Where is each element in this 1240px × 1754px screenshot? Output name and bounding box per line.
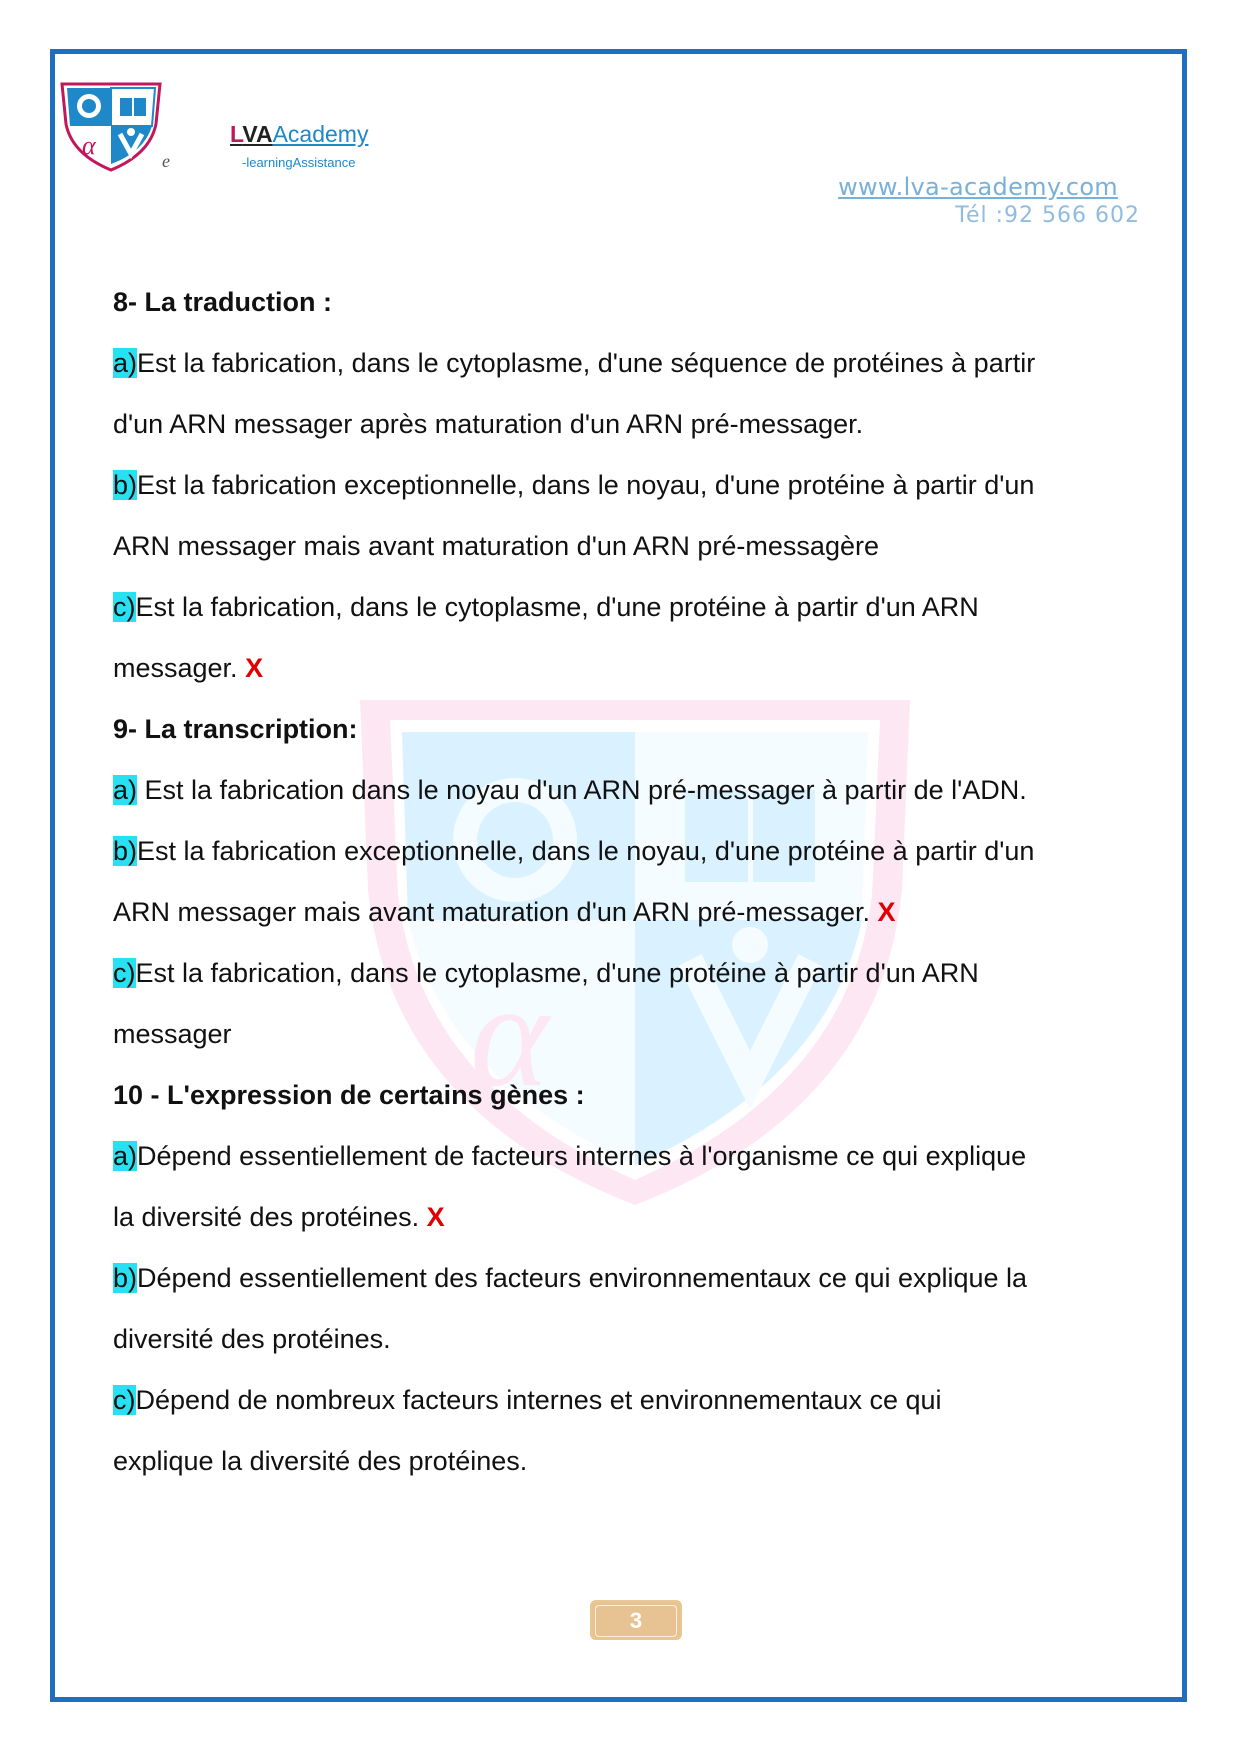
option-line	[113, 1187, 1173, 1248]
option-label: a)	[113, 775, 138, 805]
brand-tagline: -learningAssistance	[242, 155, 356, 170]
svg-text:α: α	[82, 131, 96, 160]
brand-lva: LVA	[230, 121, 273, 147]
option-text: Dépend essentiellement de facteurs internes à l'organisme ce qui explique	[137, 1141, 1027, 1171]
option-line	[113, 882, 1173, 943]
option-line	[113, 943, 1173, 1004]
option-label: c)	[113, 958, 136, 988]
phone-number: Tél :92 566 602	[955, 203, 1140, 228]
option-text: d'un ARN messager après maturation d'un ARN pré-messager.	[113, 409, 864, 439]
option-text: Est la fabrication, dans le cytoplasme, d'une séquence de protéines à partir	[137, 348, 1036, 378]
option-line	[113, 516, 1173, 577]
page-number	[590, 1600, 682, 1640]
svg-text:α: α	[470, 952, 549, 1118]
option-label: c)	[113, 1385, 136, 1415]
option-line	[113, 1431, 1173, 1492]
option-line	[113, 1126, 1173, 1187]
option-label: a)	[113, 348, 138, 378]
option-line	[113, 638, 1173, 699]
option-label: b)	[113, 836, 138, 866]
option-line	[113, 821, 1173, 882]
logo-letter: e	[162, 151, 170, 171]
option-line	[113, 760, 1173, 821]
quiz-content	[113, 272, 1173, 1492]
option-text: Dépend de nombreux facteurs internes et environnementaux ce qui	[135, 1385, 942, 1415]
option-text: ARN messager mais avant maturation d'un ARN pré-messager.	[113, 897, 878, 927]
option-line	[113, 1309, 1173, 1370]
wrong-mark: X	[426, 1202, 445, 1232]
option-text: messager	[113, 1019, 232, 1049]
option-line	[113, 455, 1173, 516]
brand-name	[230, 121, 368, 148]
option-label: b)	[113, 1263, 138, 1293]
option-text: Est la fabrication, dans le cytoplasme, d'une protéine à partir d'un ARN	[135, 592, 979, 622]
option-label: a)	[113, 1141, 138, 1171]
question-title: 10 - L'expression de certains gènes :	[113, 1080, 585, 1110]
option-text: Est la fabrication, dans le cytoplasme, d'une protéine à partir d'un ARN	[135, 958, 979, 988]
option-line	[113, 1370, 1173, 1431]
question-title: 9- La transcription:	[113, 714, 358, 744]
option-line	[113, 1004, 1173, 1065]
lva-academy-logo	[58, 80, 164, 172]
page-number-label: 3	[595, 1605, 677, 1637]
option-text: Est la fabrication exceptionnelle, dans le noyau, d'une protéine à partir d'un	[137, 836, 1035, 866]
option-line	[113, 333, 1173, 394]
option-label: b)	[113, 470, 138, 500]
website-link[interactable]: www.lva-academy.com	[838, 173, 1118, 201]
option-text: explique la diversité des protéines.	[113, 1446, 528, 1476]
option-text: diversité des protéines.	[113, 1324, 391, 1354]
option-text: Dépend essentiellement des facteurs environnementaux ce qui explique la	[137, 1263, 1028, 1293]
option-text: Est la fabrication exceptionnelle, dans le noyau, d'une protéine à partir d'un	[137, 470, 1035, 500]
option-text: la diversité des protéines.	[113, 1202, 427, 1232]
option-line	[113, 394, 1173, 455]
option-text: Est la fabrication dans le noyau d'un ARN pré-messager à partir de l'ADN.	[137, 775, 1027, 805]
option-text: messager.	[113, 653, 246, 683]
question-title: 8- La traduction :	[113, 287, 333, 317]
option-line	[113, 577, 1173, 638]
option-label: c)	[113, 592, 136, 622]
option-text: ARN messager mais avant maturation d'un ARN pré-messagère	[113, 531, 879, 561]
brand-academy: Academy	[272, 121, 369, 147]
wrong-mark: X	[877, 897, 896, 927]
option-line	[113, 1248, 1173, 1309]
wrong-mark: X	[245, 653, 264, 683]
